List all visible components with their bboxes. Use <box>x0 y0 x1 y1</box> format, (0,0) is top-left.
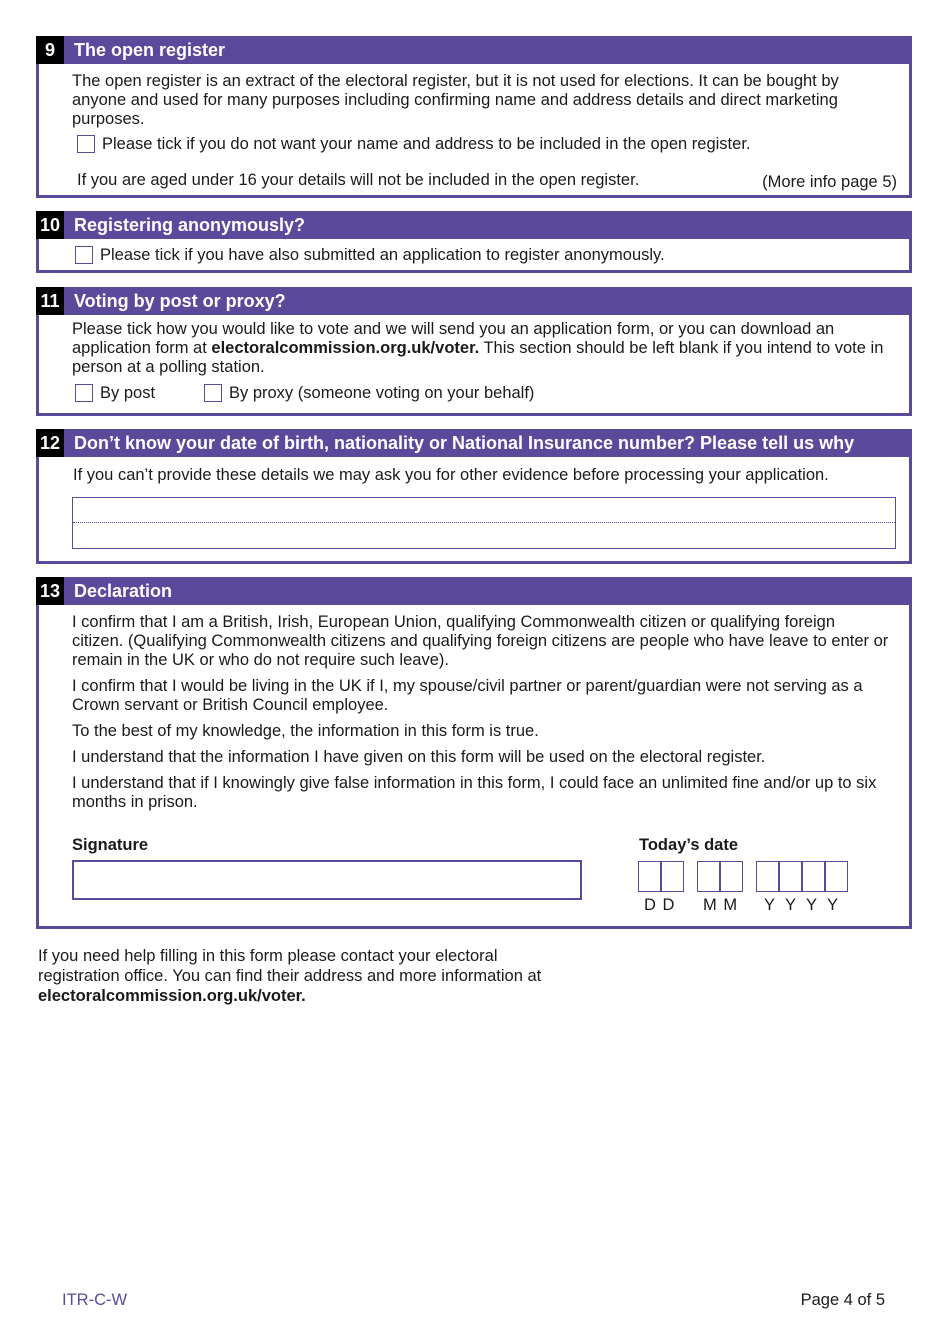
checkbox-label: Please tick if you do not want your name and address to be included in the open register. <box>102 135 751 153</box>
section-header <box>36 287 912 315</box>
date-year-1-input[interactable] <box>756 861 779 892</box>
declaration-citizenship: I confirm that I am a British, Irish, European Union, qualifying Commonwealth citizen or qualifying foreign citizen. (Qualifying Commonwealth citizens and qualifying foreign citizens are people who have leave to enter or remain in the UK or who do not require such leave). <box>72 613 889 669</box>
dotted-divider <box>73 522 895 523</box>
section-number: 11 <box>36 287 64 315</box>
missing-details-reason-input[interactable] <box>72 497 896 549</box>
section-title: Don’t know your date of birth, nationality or National Insurance number? Please tell us why <box>74 433 855 453</box>
missing-details-description: If you can’t provide these details we may ask you for other evidence before processing your application. <box>73 466 829 484</box>
section-declaration <box>36 577 912 929</box>
date-month-1-input[interactable] <box>697 861 720 892</box>
date-day-hint: D D <box>644 896 676 914</box>
section-number: 13 <box>36 577 64 605</box>
section-number: 9 <box>36 36 64 64</box>
declaration-register-use: I understand that the information I have given on this form will be used on the electoral register. <box>72 748 766 766</box>
by-post-checkbox[interactable] <box>75 384 93 402</box>
page-number: Page 4 of 5 <box>800 1291 885 1309</box>
help-text: If you need help filling in this form please contact your electoral registration office. You can find their address and more information at electoralcommission.org.uk/voter. <box>38 947 542 1005</box>
section-open-register <box>36 36 912 198</box>
section-number: 12 <box>36 429 64 457</box>
date-day-2-input[interactable] <box>661 861 684 892</box>
under-16-note: If you are aged under 16 your details will not be included in the open register. <box>77 171 640 189</box>
date-year-2-input[interactable] <box>779 861 802 892</box>
date-year-4-input[interactable] <box>825 861 848 892</box>
section-missing-details <box>36 429 912 564</box>
form-code: ITR-C-W <box>62 1291 128 1309</box>
signature-input[interactable] <box>72 860 582 900</box>
section-title: The open register <box>74 40 226 60</box>
help-link: electoralcommission.org.uk/voter. <box>38 987 306 1005</box>
by-proxy-checkbox[interactable] <box>204 384 222 402</box>
voter-link: electoralcommission.org.uk/voter. <box>211 339 480 357</box>
section-anonymous <box>36 211 912 273</box>
section-number: 10 <box>36 211 64 239</box>
section-header <box>36 211 912 239</box>
section-header <box>36 36 912 64</box>
section-title: Declaration <box>74 581 173 601</box>
date-year-3-input[interactable] <box>802 861 825 892</box>
date-label: Today’s date <box>639 836 739 854</box>
section-title: Registering anonymously? <box>74 215 306 235</box>
more-info-link: (More info page 5) <box>762 173 897 191</box>
date-year-hint: Y Y Y Y <box>764 896 841 914</box>
anonymous-checkbox[interactable] <box>75 246 93 264</box>
by-proxy-label: By proxy (someone voting on your behalf) <box>229 384 535 402</box>
voting-method-description: Please tick how you would like to vote and we will send you an application form, or you can download an application form at electoralcommission.org.uk/voter. This section should be left blank if you intend to vote in person at a polling station. <box>72 320 884 376</box>
declaration-truth: To the best of my knowledge, the information in this form is true. <box>72 722 539 740</box>
section-title: Voting by post or proxy? <box>74 291 286 311</box>
checkbox-label: Please tick if you have also submitted an application to register anonymously. <box>100 246 665 264</box>
signature-label: Signature <box>72 836 149 854</box>
section-voting-method <box>36 287 912 416</box>
date-month-hint: M M <box>703 896 739 914</box>
date-month-2-input[interactable] <box>720 861 743 892</box>
declaration-penalty: I understand that if I knowingly give false information in this form, I could face an unlimited fine and/or up to six months in prison. <box>72 774 877 811</box>
section-header <box>36 577 912 605</box>
date-day-1-input[interactable] <box>638 861 661 892</box>
open-register-description: The open register is an extract of the electoral register, but it is not used for elections. It can be bought by anyone and used for many purposes including confirming name and address details and direct marketing purposes. <box>72 72 839 128</box>
declaration-crown-servant: I confirm that I would be living in the UK if I, my spouse/civil partner or parent/guardian were not serving as a Crown servant or British Council employee. <box>72 677 863 714</box>
section-header <box>36 429 912 457</box>
open-register-opt-out-checkbox[interactable] <box>77 135 95 153</box>
by-post-label: By post <box>100 384 156 402</box>
